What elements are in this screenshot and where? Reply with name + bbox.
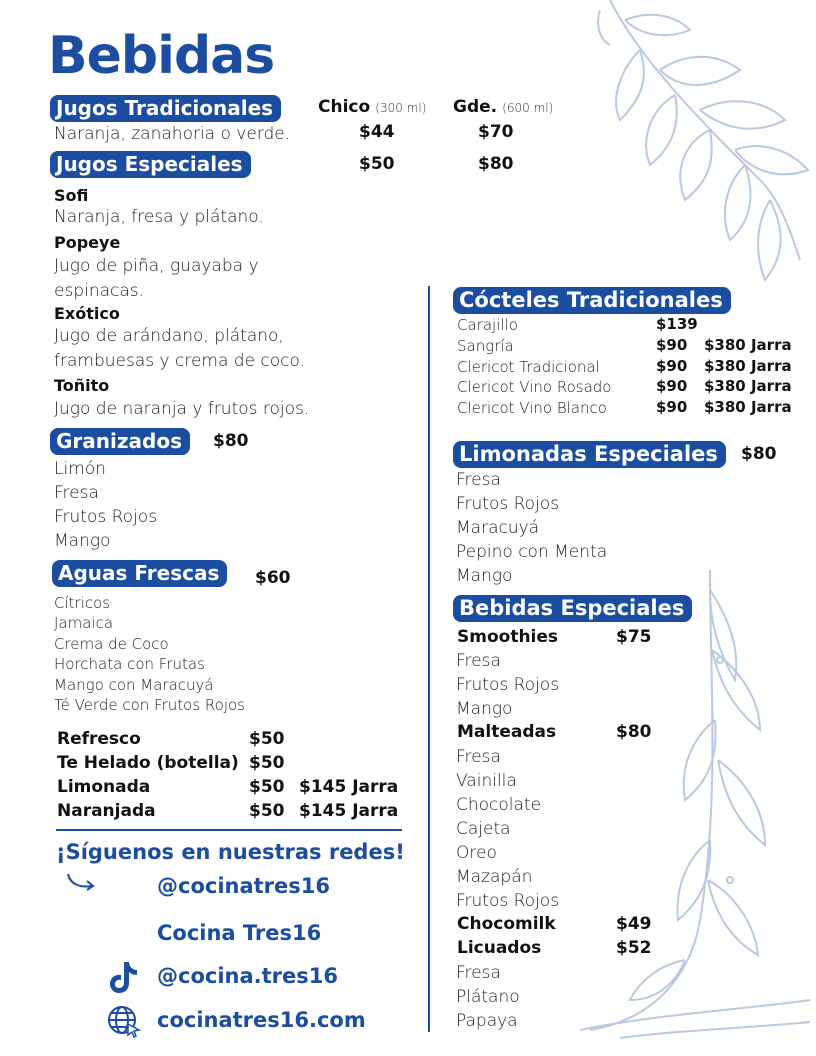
item-name: Te Helado (botella) <box>57 753 239 773</box>
item-name: Chocomilk <box>457 914 556 934</box>
section-heading-jugos-tradicionales: Jugos Tradicionales <box>50 95 281 122</box>
gde-label: Gde. <box>453 97 498 117</box>
price-chico: $44 <box>359 122 395 142</box>
list-item: Fresa <box>456 470 501 490</box>
list-item: Vainilla <box>456 771 517 791</box>
item-jarra-price: $380 Jarra <box>704 398 792 416</box>
item-price: $50 <box>249 729 285 749</box>
list-item: Frutos Rojos <box>456 891 560 911</box>
jugos-tradicionales-desc: Naranja, zanahoria o verde. <box>54 124 291 144</box>
item-price: $50 <box>249 777 285 797</box>
item-desc: Jugo de naranja y frutos rojos. <box>54 399 310 419</box>
list-item: Fresa <box>456 747 501 767</box>
website-link[interactable]: cocinatres16.com <box>157 1008 366 1032</box>
item-name: Refresco <box>57 729 141 749</box>
item-name: Clericot Vino Rosado <box>457 378 612 396</box>
section-heading-cocteles: Cócteles Tradicionales <box>453 287 731 314</box>
section-heading-jugos-especiales: Jugos Especiales <box>50 151 251 178</box>
list-item: Frutos Rojos <box>456 675 560 695</box>
item-name: Licuados <box>457 938 542 958</box>
size-label-chico <box>318 97 426 117</box>
item-jarra-price: $380 Jarra <box>704 377 792 395</box>
column-divider <box>428 286 430 1032</box>
item-desc: Jugo de piña, guayaba y <box>54 256 259 276</box>
item-name: Malteadas <box>457 722 557 742</box>
chico-size: (300 ml) <box>375 101 427 115</box>
item-jarra-price: $145 Jarra <box>299 801 399 821</box>
item-price: $90 <box>656 336 688 354</box>
item-price: $80 <box>616 722 652 742</box>
list-item: Horchata con Frutas <box>54 655 205 673</box>
leaf-branch-top-decoration <box>580 0 816 330</box>
chico-label: Chico <box>318 97 371 117</box>
price-gde: $70 <box>478 122 514 142</box>
divider <box>56 829 402 831</box>
section-heading-limonadas: Limonadas Especiales <box>453 441 726 468</box>
item-name: Popeye <box>54 233 121 252</box>
list-item: Mazapán <box>456 867 533 887</box>
list-item: Papaya <box>456 1011 518 1031</box>
globe-icon <box>106 1004 142 1038</box>
item-jarra-price: $380 Jarra <box>704 336 792 354</box>
list-item: Frutos Rojos <box>54 507 158 527</box>
list-item: Mango <box>456 699 513 719</box>
list-item: Fresa <box>456 963 501 983</box>
list-item: Cajeta <box>456 819 511 839</box>
item-name: Sangría <box>457 337 514 355</box>
granizados-price: $80 <box>213 431 249 451</box>
tiktok-icon <box>108 960 140 994</box>
gde-size: (600 ml) <box>502 101 554 115</box>
item-desc: espinacas. <box>54 281 145 301</box>
item-name: Clericot Tradicional <box>457 358 600 376</box>
item-name: Exótico <box>54 304 120 323</box>
item-price: $49 <box>616 914 652 934</box>
list-item: Chocolate <box>456 795 542 815</box>
social-heading: ¡Síguenos en nuestras redes! <box>56 840 405 864</box>
list-item: Jamaica <box>54 614 114 632</box>
list-item: Limón <box>54 459 106 479</box>
size-label-gde <box>453 97 553 117</box>
list-item: Fresa <box>456 651 501 671</box>
leaf-branch-bottom-decoration <box>560 560 816 1050</box>
price-chico: $50 <box>359 154 395 174</box>
list-item: Maracuyá <box>456 518 540 538</box>
item-price: $52 <box>616 938 652 958</box>
item-price: $50 <box>249 801 285 821</box>
curved-arrow-icon <box>66 872 98 892</box>
item-name: Clericot Vino Blanco <box>457 399 607 417</box>
list-item: Té Verde con Frutos Rojos <box>54 696 245 714</box>
list-item: Cítricos <box>54 594 111 612</box>
item-price: $139 <box>656 315 698 333</box>
item-name: Sofi <box>54 186 89 205</box>
item-name: Toñito <box>54 376 110 395</box>
list-item: Frutos Rojos <box>456 494 560 514</box>
list-item: Pepino con Menta <box>456 542 608 562</box>
list-item: Oreo <box>456 843 497 863</box>
item-desc: Naranja, fresa y plátano. <box>54 207 264 227</box>
item-price: $75 <box>616 627 652 647</box>
item-name: Naranjada <box>57 801 156 821</box>
price-gde: $80 <box>478 154 514 174</box>
aguas-price: $60 <box>255 568 291 588</box>
page-title: Bebidas <box>48 26 275 86</box>
item-price: $50 <box>249 753 285 773</box>
facebook-page-link[interactable]: Cocina Tres16 <box>157 921 322 945</box>
item-price: $90 <box>656 398 688 416</box>
list-item: Crema de Coco <box>54 635 169 653</box>
item-name: Limonada <box>57 777 151 797</box>
section-heading-bebidas-especiales: Bebidas Especiales <box>453 595 692 622</box>
tiktok-handle-link[interactable]: @cocina.tres16 <box>157 964 338 988</box>
instagram-handle-link[interactable]: @cocinatres16 <box>157 874 331 898</box>
item-name: Carajillo <box>457 316 518 334</box>
item-jarra-price: $380 Jarra <box>704 357 792 375</box>
list-item: Mango <box>456 566 513 586</box>
item-jarra-price: $145 Jarra <box>299 777 399 797</box>
limonadas-price: $80 <box>741 444 777 464</box>
list-item: Plátano <box>456 987 520 1007</box>
section-heading-granizados: Granizados <box>50 428 190 455</box>
item-name: Smoothies <box>457 627 559 647</box>
item-desc: Jugo de arándano, plátano, <box>54 326 284 346</box>
section-heading-aguas-frescas: Aguas Frescas <box>52 560 227 587</box>
item-price: $90 <box>656 377 688 395</box>
list-item: Mango con Maracuyá <box>54 676 214 694</box>
item-desc: frambuesas y crema de coco. <box>54 351 306 371</box>
list-item: Mango <box>54 531 111 551</box>
item-price: $90 <box>656 357 688 375</box>
list-item: Fresa <box>54 483 99 503</box>
